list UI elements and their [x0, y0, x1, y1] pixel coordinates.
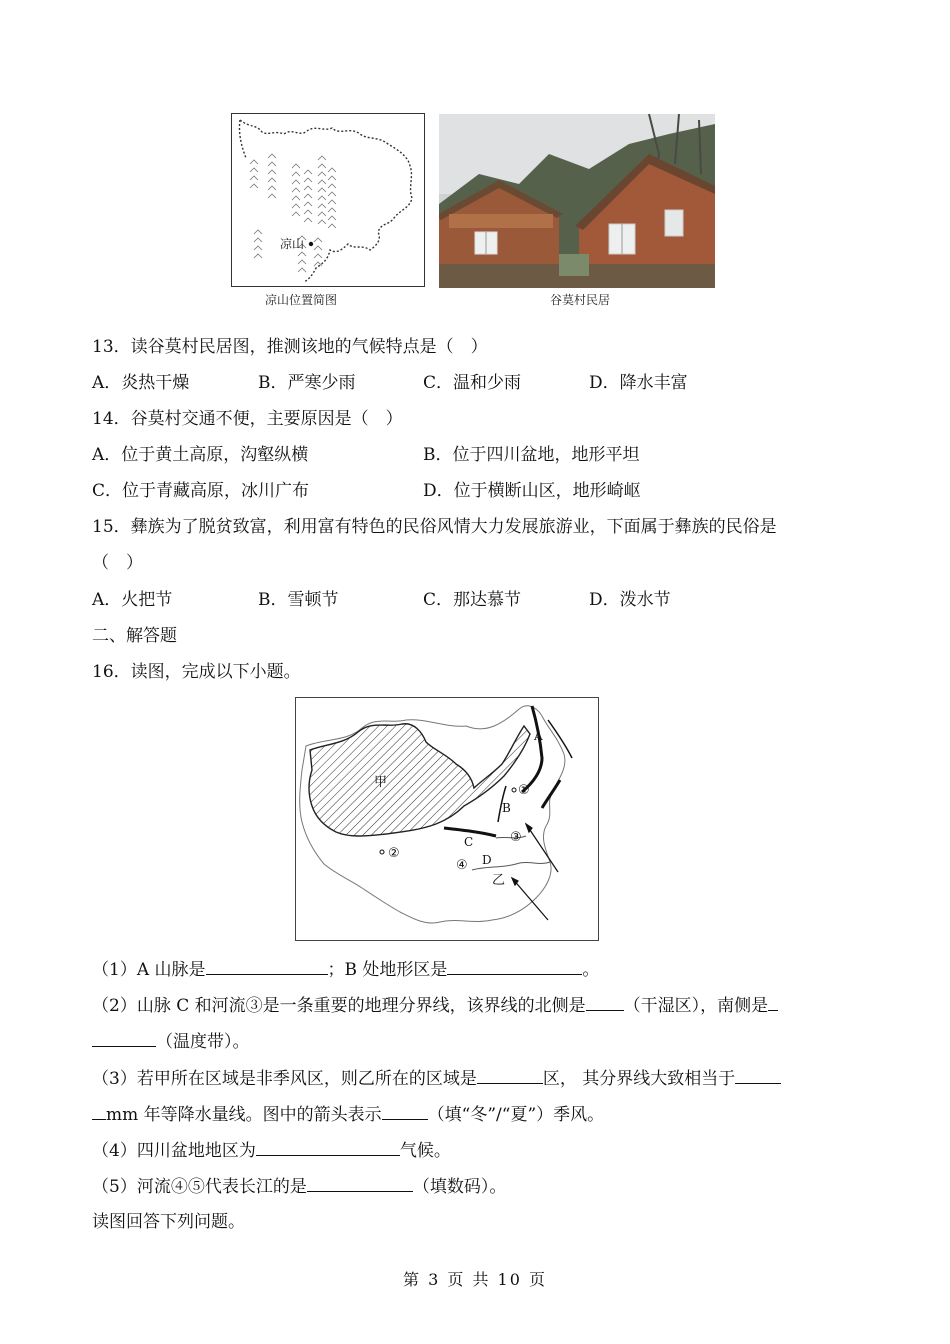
q16-sub3-blank-2a[interactable]: [735, 1067, 781, 1084]
q16-sub3-text-c: mm 年等降水量线。图中的箭头表示: [106, 1105, 382, 1125]
q16-sub1-text-c: 。: [582, 960, 600, 980]
q16-sub2-line2: [92, 1030, 250, 1053]
label-river-4: ④: [456, 858, 468, 873]
q15-option-d: D．泼水节: [589, 590, 671, 610]
q16-sub2-blank-2a[interactable]: [768, 994, 778, 1011]
label-a: A: [534, 729, 543, 743]
q16-sub5-blank[interactable]: [307, 1175, 413, 1192]
label-jia: 甲: [374, 775, 388, 790]
q14-stem: 14．谷莫村交通不便，主要原因是（ ）: [92, 409, 403, 429]
q16-sub2-text-c: （温度带）。: [156, 1032, 250, 1052]
liangshan-map-graphic: [232, 114, 424, 286]
label-c: C: [464, 835, 474, 849]
q15-option-a: A．火把节: [92, 590, 173, 610]
q16-sub1-text-b: ；B 处地形区是: [327, 960, 448, 980]
photo-caption: 谷莫村民居: [549, 293, 610, 307]
closing-instruction: 读图回答下列问题。: [92, 1212, 245, 1232]
q16-sub3-text-d: （填“冬”/“夏”）季风。: [427, 1105, 605, 1125]
china-regions-map: [295, 697, 599, 941]
q14-option-d: D．位于横断山区，地形崎岖: [423, 481, 641, 501]
q16-sub1-blank-2[interactable]: [447, 958, 582, 975]
q15-option-c: C．那达慕节: [423, 590, 522, 610]
q14-option-b: B．位于四川盆地，地形平坦: [423, 445, 640, 465]
q16-sub3-line2: [92, 1103, 604, 1126]
q16-sub1-text-a: （1）A 山脉是: [92, 960, 206, 980]
q16-sub5: [92, 1175, 506, 1198]
village-house-photo: [439, 114, 715, 288]
q13-option-b: B．严寒少雨: [258, 373, 356, 393]
label-b: B: [502, 801, 511, 815]
q16-stem: 16．读图，完成以下小题。: [92, 662, 301, 682]
section-title: 二、解答题: [92, 626, 177, 646]
q15-stem-cont: （ ）: [92, 553, 143, 573]
q16-sub4-text-b: 气候。: [399, 1141, 451, 1161]
q16-sub4: [92, 1139, 451, 1162]
liangshan-label: 凉山: [280, 237, 305, 251]
q16-sub3-text-a: （3）若甲所在区域是非季风区，则乙所在的区域是: [92, 1069, 477, 1089]
q15-option-b: B．雪顿节: [258, 590, 339, 610]
q14-option-a: A．位于黄土高原，沟壑纵横: [92, 445, 309, 465]
q16-sub2-text-a: （2）山脉 C 和河流③是一条重要的地理分界线，该界线的北侧是: [92, 996, 586, 1016]
q16-sub2-blank-2b[interactable]: [92, 1030, 156, 1047]
liangshan-location-map: [231, 113, 425, 287]
label-river-2: ②: [388, 846, 400, 861]
q13-option-c: C．温和少雨: [423, 373, 522, 393]
q15-stem: 15．彝族为了脱贫致富，利用富有特色的民俗风情大力发展旅游业，下面属于彝族的民俗是: [92, 517, 777, 537]
q16-sub4-blank[interactable]: [256, 1139, 400, 1156]
q16-sub5-text-a: （5）河流④⑤代表长江的是: [92, 1177, 307, 1197]
q13-option-d: D．降水丰富: [589, 373, 688, 393]
q16-sub1: [92, 958, 599, 981]
q16-sub3-blank-1[interactable]: [477, 1067, 543, 1084]
q16-sub1-blank-1[interactable]: [206, 958, 328, 975]
label-yi: 乙: [492, 873, 506, 888]
q16-sub2-text-b: （干湿区），南侧是: [623, 996, 769, 1016]
q16-sub2-blank-1[interactable]: [586, 994, 624, 1011]
map1-caption: 凉山位置简图: [264, 293, 337, 307]
q13-option-a: A．炎热干燥: [92, 373, 190, 393]
liangshan-dot: [309, 242, 313, 246]
china-map-graphic: [296, 698, 598, 940]
label-d: D: [482, 853, 492, 867]
q13-stem: 13．读谷莫村民居图，推测该地的气候特点是（ ）: [92, 337, 488, 357]
house-photo-graphic: [439, 114, 715, 288]
q16-sub4-text-a: （4）四川盆地地区为: [92, 1141, 256, 1161]
q16-sub3-blank-2b[interactable]: [92, 1103, 106, 1120]
q16-sub2-line1: [92, 994, 778, 1017]
label-river-3: ③: [510, 830, 522, 845]
q16-sub3-line1: [92, 1067, 781, 1090]
q16-sub3-blank-3[interactable]: [382, 1103, 428, 1120]
q16-sub5-text-b: （填数码）。: [412, 1177, 507, 1197]
q16-sub3-text-b: 区， 其分界线大致相当于: [542, 1069, 736, 1089]
q14-option-c: C．位于青藏高原，冰川广布: [92, 481, 310, 501]
page-footer: 第 3 页 共 10 页: [403, 1270, 547, 1289]
label-river-1: ①: [518, 783, 530, 798]
